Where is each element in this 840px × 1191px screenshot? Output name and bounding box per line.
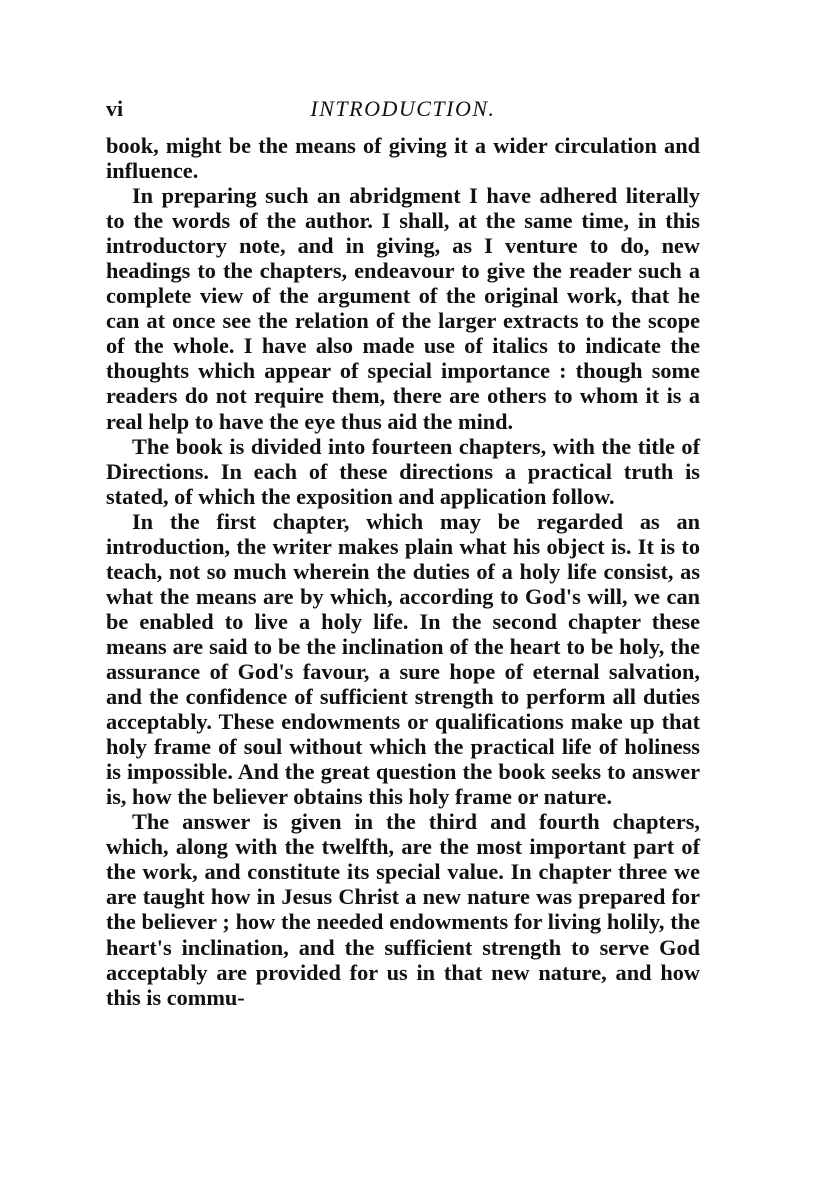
paragraph-divisions: The book is divided into fourteen chapters, with the title of Directions. In each of these directions a practical truth is stated, of which the exposition and application follow.	[106, 433, 700, 509]
paragraph-continuation: book, might be the means of giving it a wider circulation and influence.	[106, 133, 700, 184]
running-head	[106, 92, 700, 126]
running-title: INTRODUCTION.	[310, 96, 496, 121]
paragraph-abridgment: In preparing such an abridgment I have adhered literally to the words of the author. I shall, at the same time, in this introductory note, and in giving, as I venture to do, new headings to the chapters, endeavour to give the reader such a complete view of the argument of the original work, that he can at once see the relation of the larger extracts to the scope of the whole. I have also made use of italics to indicate the thoughts which appear of special importance : though some readers do not require them, there are others to whom it is a real help to have the eye thus aid the mind.	[106, 183, 700, 434]
page-number: vi	[106, 96, 124, 121]
book-page	[106, 92, 700, 1010]
paragraph-first-chapter: In the first chapter, which may be regarded as an introduction, the writer makes plain what his object is. It is to teach, not so much wherein the duties of a holy life consist, as what the means are by which, according to God's will, we can be enabled to live a holy life. In the second chapter these means are said to be the inclination of the heart to be holy, the assurance of God's favour, a sure hope of eternal salvation, and the confidence of sufficient strength to perform all duties acceptably. These endowments or qualifications make up that holy frame of soul without which the practical life of holiness is impossible. And the great question the book seeks to answer is, how the believer obtains this holy frame or nature.	[106, 508, 700, 810]
body-text	[106, 133, 700, 1010]
paragraph-third-fourth-chapters: The answer is given in the third and fourth chapters, which, along with the twelfth, are the most important part of the work, and constitute its special value. In chapter three we are taught how in Jesus Christ a new nature was prepared for the believer ; how the needed endowments for living holily, the heart's inclination, and the sufficient strength to serve God acceptably are provided for us in that new nature, and how this is commu-	[106, 809, 700, 1010]
